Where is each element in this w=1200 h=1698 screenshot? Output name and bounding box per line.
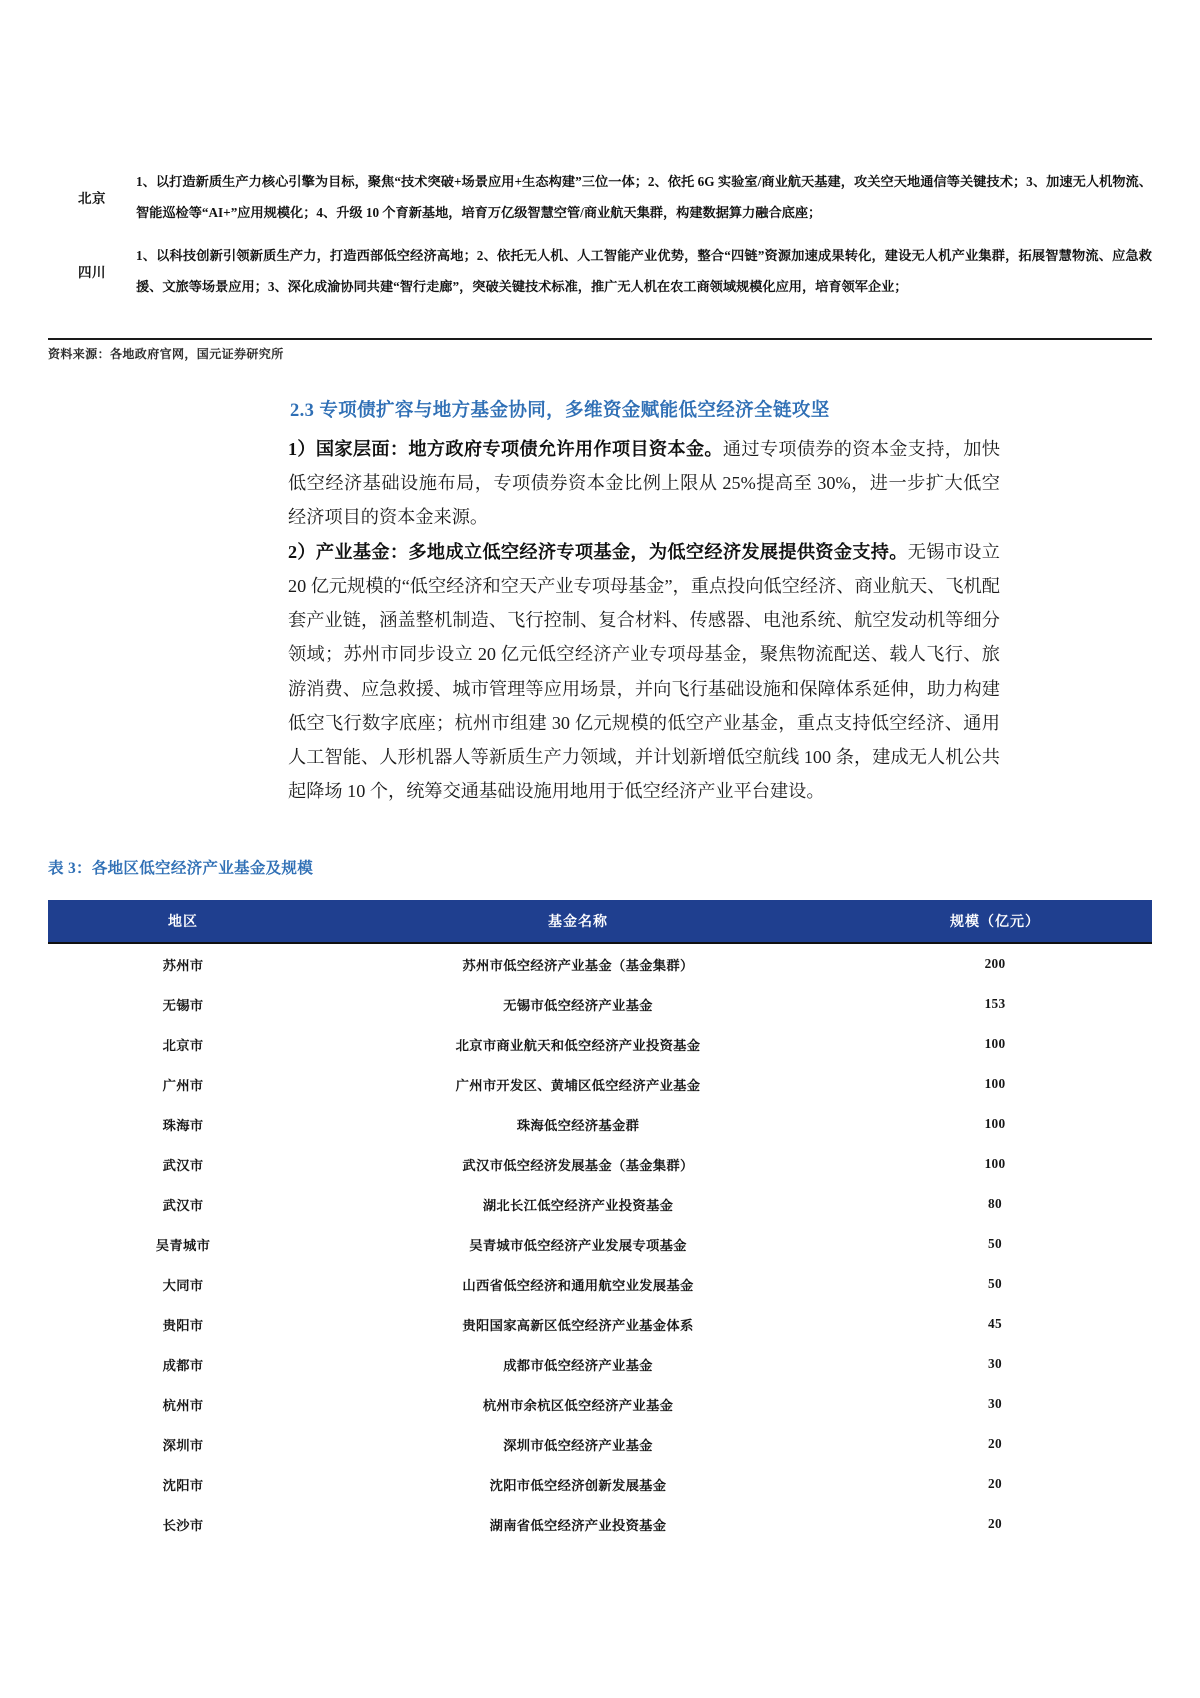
policy-content-cell: 1、以科技创新引领新质生产力，打造西部低空经济高地；2、依托无人机、人工智能产业优势，整合“四链”资源加速成果转化，建设无人机产业集群，拓展智慧物流、应急救援、文旅等场景应用；3、深化成渝协同共建“智行走廊”，突破关键技术标准，推广无人机在农工商领域规模化应用，培育领军企业；: [136, 248, 1152, 295]
cell-fund-name: 武汉市低空经济发展基金（基金集群）: [462, 1157, 694, 1173]
column-header-scale: 规模（亿元）: [838, 900, 1152, 943]
cell-scale: 100: [984, 1076, 1006, 1091]
policy-region-cell: 北京: [78, 191, 106, 207]
cell-scale: 200: [984, 956, 1006, 971]
table-row: [48, 1224, 1152, 1264]
paragraph-national-level: [288, 432, 1000, 535]
cell-scale: 20: [988, 1516, 1002, 1531]
paragraph-lead: 2）产业基金：多地成立低空经济专项基金，为低空经济发展提供资金支持。: [288, 541, 908, 562]
table-row: [48, 1464, 1152, 1504]
cell-scale: 100: [984, 1036, 1006, 1051]
cell-fund-name: 沈阳市低空经济创新发展基金: [489, 1477, 667, 1493]
cell-region: 广州市: [162, 1077, 204, 1093]
cell-scale: 20: [988, 1436, 1002, 1451]
cell-region: 北京市: [162, 1037, 204, 1053]
table-row: [48, 1184, 1152, 1224]
paragraph-lead: 1）国家层面：地方政府专项债允许用作项目资本金。: [288, 439, 723, 459]
fund-table-caption: 表 3：各地区低空经济产业基金及规模: [48, 860, 314, 877]
cell-scale: 50: [988, 1276, 1002, 1291]
cell-region: 吴青城市: [155, 1237, 211, 1253]
table-row: [48, 943, 1152, 984]
cell-region: 深圳市: [162, 1437, 204, 1453]
cell-scale: 30: [988, 1396, 1002, 1411]
section-heading: 2.3 专项债扩容与地方基金协同，多维资金赋能低空经济全链攻坚: [290, 401, 830, 421]
cell-fund-name: 北京市商业航天和低空经济产业投资基金: [455, 1037, 701, 1053]
cell-fund-name: 广州市开发区、黄埔区低空经济产业基金: [455, 1077, 701, 1093]
policy-region-cell: 四川: [78, 265, 106, 281]
cell-region: 贵阳市: [162, 1317, 204, 1333]
cell-fund-name: 成都市低空经济产业基金: [503, 1357, 653, 1373]
policy-table: [48, 160, 1152, 308]
cell-scale: 100: [984, 1116, 1006, 1131]
cell-fund-name: 杭州市余杭区低空经济产业基金: [482, 1397, 674, 1413]
cell-scale: 30: [988, 1356, 1002, 1371]
table-row: [48, 1144, 1152, 1184]
table-row: [48, 1344, 1152, 1384]
cell-region: 长沙市: [162, 1517, 204, 1533]
table-row: [48, 1504, 1152, 1544]
cell-fund-name: 山西省低空经济和通用航空业发展基金: [462, 1277, 694, 1293]
cell-fund-name: 湖北长江低空经济产业投资基金: [482, 1197, 674, 1213]
policy-table-source: 资料来源：各地政府官网，国元证券研究所: [48, 347, 284, 361]
policy-table-body: [48, 160, 1152, 308]
table-row: [48, 1024, 1152, 1064]
paragraph-industry-fund: [288, 535, 1000, 809]
fund-table-body: [48, 943, 1152, 1544]
column-header-fund-name: 基金名称: [318, 900, 838, 943]
column-header-region: 地区: [48, 900, 318, 943]
policy-table-bottom-rule: [48, 338, 1152, 340]
policy-content-cell: 1、以打造新质生产力核心引擎为目标，聚焦“技术突破+场景应用+生态构建”三位一体；2、依托 6G 实验室/商业航天基建，攻关空天地通信等关键技术；3、加速无人机物流、智能巡检等“AI+”应用规模化；4、升级 10 个育新基地，培育万亿级智慧空管/商业航天集群，构建数据算力融合底座；: [136, 174, 1152, 221]
table-row: [48, 234, 1152, 308]
table-row: [48, 1304, 1152, 1344]
body-text-block: [288, 432, 1000, 808]
cell-scale: 80: [988, 1196, 1002, 1211]
table-row: [48, 1264, 1152, 1304]
cell-scale: 100: [984, 1156, 1006, 1171]
paragraph-rest: 无锡市设立 20 亿元规模的“低空经济和空天产业专项母基金”，重点投向低空经济、商业航天、飞机配套产业链，涵盖整机制造、飞行控制、复合材料、传感器、电池系统、航空发动机等细分领域；苏州市同步设立 20 亿元低空经济产业专项母基金，聚焦物流配送、载人飞行、旅游消费、应急救援、城市管理等应用场景，并向飞行基础设施和保障体系延伸，助力构建低空飞行数字底座；杭州市组建 30 亿元规模的低空产业基金，重点支持低空经济、通用人工智能、人形机器人等新质生产力领域，并计划新增低空航线 100 条，建成无人机公共起降场 10 个，统筹交通基础设施用地用于低空经济产业平台建设。: [288, 541, 1000, 802]
cell-region: 大同市: [162, 1277, 204, 1293]
cell-fund-name: 湖南省低空经济产业投资基金: [489, 1517, 667, 1533]
cell-fund-name: 珠海低空经济基金群: [516, 1117, 640, 1133]
cell-scale: 45: [988, 1316, 1002, 1331]
cell-scale: 153: [984, 996, 1006, 1011]
fund-table: [48, 900, 1152, 1544]
cell-scale: 20: [988, 1476, 1002, 1491]
cell-region: 武汉市: [162, 1157, 204, 1173]
cell-fund-name: 无锡市低空经济产业基金: [503, 997, 653, 1013]
cell-fund-name: 贵阳国家高新区低空经济产业基金体系: [462, 1317, 694, 1333]
cell-region: 苏州市: [162, 957, 204, 973]
fund-table-header-row: [48, 900, 1152, 943]
table-row: [48, 984, 1152, 1024]
fund-table-head: [48, 900, 1152, 943]
cell-region: 杭州市: [162, 1397, 204, 1413]
table-row: [48, 160, 1152, 234]
cell-region: 成都市: [162, 1357, 204, 1373]
cell-scale: 50: [988, 1236, 1002, 1251]
table-row: [48, 1064, 1152, 1104]
table-row: [48, 1104, 1152, 1144]
table-row: [48, 1384, 1152, 1424]
cell-region: 武汉市: [162, 1197, 204, 1213]
cell-region: 珠海市: [162, 1117, 204, 1133]
table-row: [48, 1424, 1152, 1464]
paragraph-rest: 通过专项债券的资本金支持，加快低空经济基础设施布局，专项债券资本金比例上限从 25%提高至 30%，进一步扩大低空经济项目的资本金来源。: [288, 439, 1000, 528]
cell-region: 无锡市: [162, 997, 204, 1013]
cell-fund-name: 吴青城市低空经济产业发展专项基金: [469, 1237, 687, 1253]
cell-fund-name: 苏州市低空经济产业基金（基金集群）: [462, 957, 694, 973]
cell-fund-name: 深圳市低空经济产业基金: [503, 1437, 653, 1453]
cell-region: 沈阳市: [162, 1477, 204, 1493]
